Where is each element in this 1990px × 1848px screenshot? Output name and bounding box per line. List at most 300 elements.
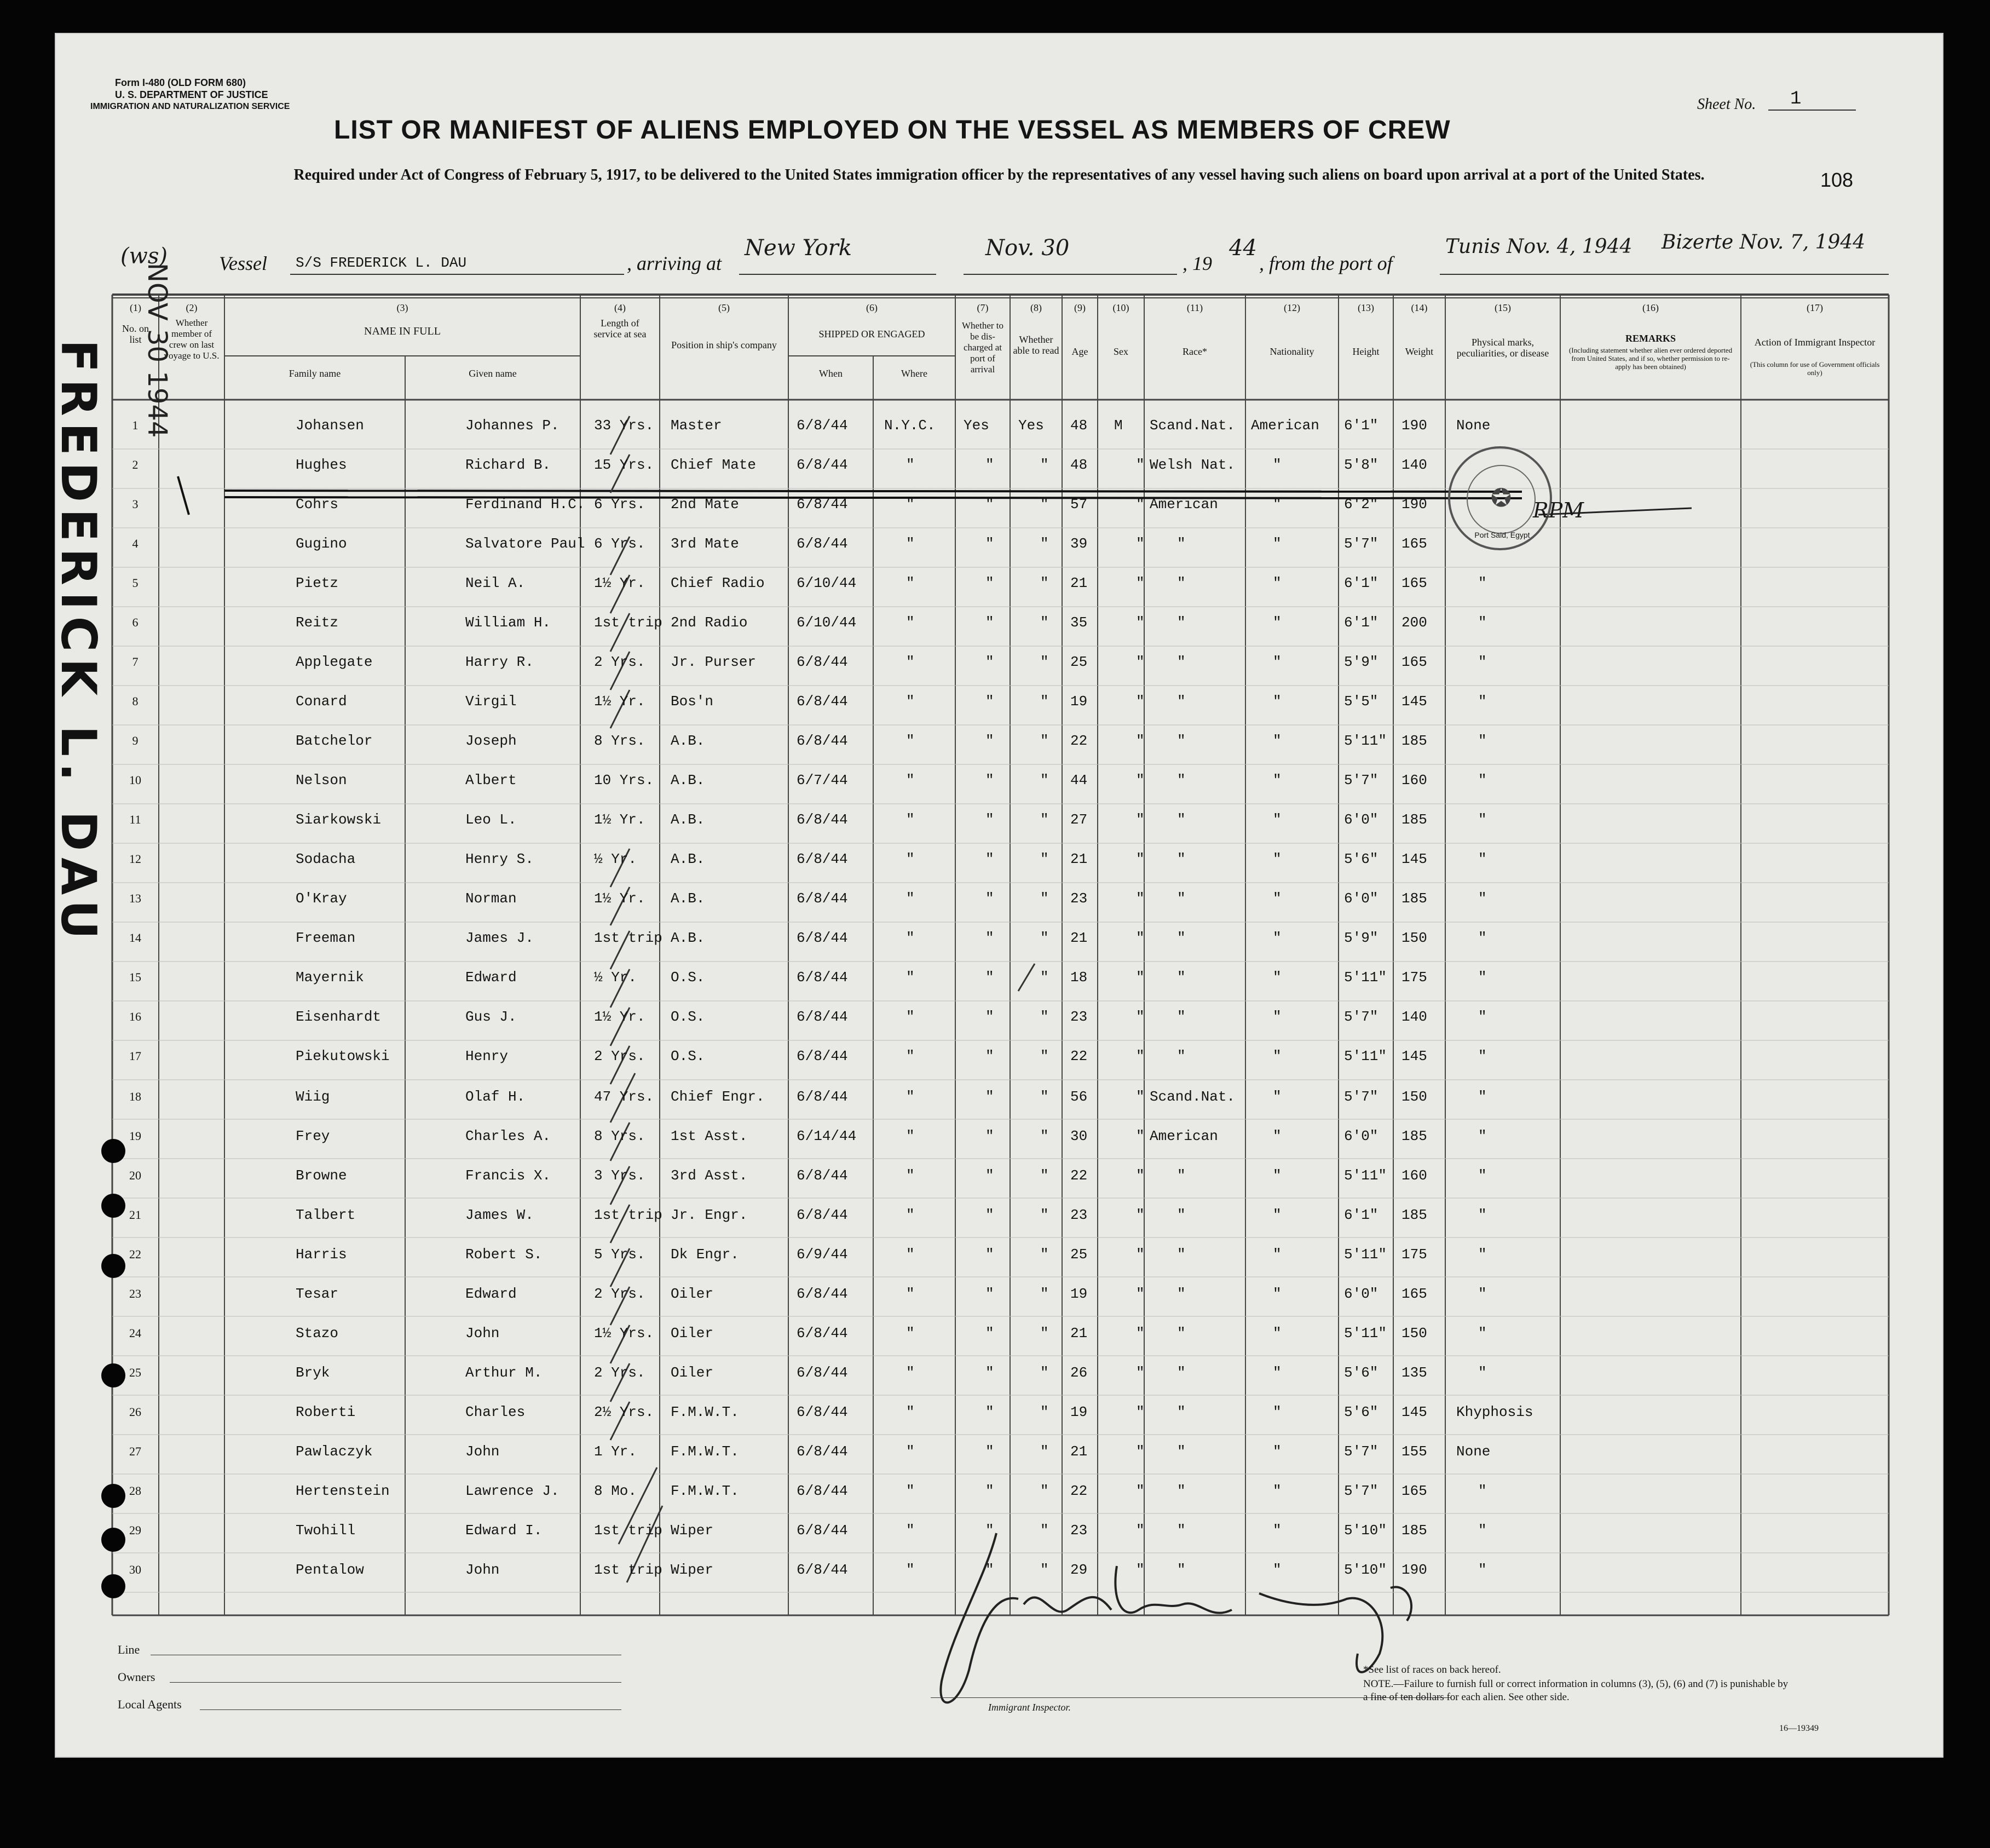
cell-family: Mayernik xyxy=(296,969,364,986)
cell-family: Browne xyxy=(296,1167,347,1184)
cell-sex: " xyxy=(1136,575,1145,591)
cell-nationality: " xyxy=(1273,614,1282,631)
cell-position: 3rd Asst. xyxy=(671,1167,748,1184)
cell-where: " xyxy=(906,1167,915,1184)
row-number: 20 xyxy=(129,1168,141,1182)
cell-sex: " xyxy=(1136,1089,1145,1105)
cell-age: 23 xyxy=(1070,890,1088,907)
cell-height: 5'11" xyxy=(1344,1048,1387,1064)
cell-weight: 190 xyxy=(1401,1562,1427,1578)
reference-number: 108 xyxy=(1820,169,1854,191)
cell-marks: " xyxy=(1478,1246,1487,1263)
cell-marks: None xyxy=(1456,1443,1491,1460)
cell-marks: " xyxy=(1478,1483,1487,1499)
cell-read: " xyxy=(1040,457,1049,473)
cell-position: Oiler xyxy=(671,1325,714,1342)
row-number: 27 xyxy=(129,1444,141,1458)
cell-read: " xyxy=(1040,930,1049,946)
cell-sex: " xyxy=(1136,930,1145,946)
cell-sex: " xyxy=(1136,693,1145,710)
cell-discharged: " xyxy=(985,457,994,473)
cell-marks: Khyphosis xyxy=(1456,1404,1533,1420)
cell-service: 1½ Yr. xyxy=(594,575,645,591)
cell-age: 21 xyxy=(1070,1443,1088,1460)
cell-position: Chief Radio xyxy=(671,575,765,591)
cell-family: Nelson xyxy=(296,772,347,788)
row-number: 4 xyxy=(132,537,139,550)
cell-height: 5'9" xyxy=(1344,930,1378,946)
cell-height: 5'10" xyxy=(1344,1522,1387,1539)
cell-weight: 165 xyxy=(1401,536,1427,552)
cell-position: F.M.W.T. xyxy=(671,1404,739,1420)
cell-read: " xyxy=(1040,1048,1049,1064)
cell-where: " xyxy=(906,890,915,907)
colhead-race: Race* xyxy=(1183,346,1207,357)
colhead-age: Age xyxy=(1071,346,1088,357)
cell-discharged: " xyxy=(985,1009,994,1025)
cell-when: 6/8/44 xyxy=(797,733,848,749)
cell-sex: " xyxy=(1136,1404,1145,1420)
cell-marks: " xyxy=(1478,1167,1487,1184)
colnum-10: (10) xyxy=(1112,302,1129,313)
cell-height: 6'0" xyxy=(1344,1286,1378,1302)
cell-service: ½ Yr. xyxy=(594,851,637,867)
cell-read: " xyxy=(1040,851,1049,867)
cell-family: O'Kray xyxy=(296,890,347,907)
cell-service: 8 Mo. xyxy=(594,1483,637,1499)
colhead-name-in-full: NAME IN FULL xyxy=(364,325,441,337)
cell-weight: 185 xyxy=(1401,890,1427,907)
cell-family: Johansen xyxy=(296,417,364,434)
binder-hole xyxy=(101,1574,125,1598)
row-number: 7 xyxy=(132,655,139,669)
cell-race: " xyxy=(1177,733,1186,749)
cell-where: " xyxy=(906,575,915,591)
cell-position: A.B. xyxy=(671,890,705,907)
colnum-15: (15) xyxy=(1495,302,1511,313)
cell-nationality: " xyxy=(1273,575,1282,591)
cell-position: A.B. xyxy=(671,811,705,828)
cell-weight: 165 xyxy=(1401,575,1427,591)
fine-note: NOTE.—Failure to furnish full or correct information in columns (3), (5), (6) and (7) is punishable by a fine of ten dollars for each alien. See other side. xyxy=(1363,1678,1789,1703)
cell-race: " xyxy=(1177,1443,1186,1460)
cell-read: " xyxy=(1040,1089,1049,1105)
binder-hole xyxy=(101,1254,125,1278)
cell-sex: " xyxy=(1136,1167,1145,1184)
cell-discharged: " xyxy=(985,1089,994,1105)
cell-race: " xyxy=(1177,693,1186,710)
cell-nationality: " xyxy=(1273,1325,1282,1342)
cell-position: Wiper xyxy=(671,1562,714,1578)
cell-discharged: " xyxy=(985,1286,994,1302)
cell-marks: " xyxy=(1478,693,1487,710)
row-number: 23 xyxy=(129,1287,141,1300)
cell-nationality: " xyxy=(1273,1522,1282,1539)
cell-marks: " xyxy=(1478,1365,1487,1381)
cell-read: " xyxy=(1040,969,1049,986)
cell-age: 44 xyxy=(1070,772,1088,788)
cell-given: John xyxy=(465,1325,500,1342)
cell-family: Applegate xyxy=(296,654,373,670)
cell-race: " xyxy=(1177,1009,1186,1025)
vessel-prefix-hand: (ws) xyxy=(120,244,168,269)
cell-height: 6'0" xyxy=(1344,1128,1378,1144)
cell-position: Oiler xyxy=(671,1286,714,1302)
cell-discharged: " xyxy=(985,1443,994,1460)
row-number: 11 xyxy=(129,813,141,826)
cell-family: Stazo xyxy=(296,1325,339,1342)
colnum-5: (5) xyxy=(718,302,730,313)
cell-when: 6/8/44 xyxy=(797,1089,848,1105)
colhead-length-of-service: Length of service at sea xyxy=(593,318,647,339)
cell-nationality: " xyxy=(1273,457,1282,473)
cell-weight: 160 xyxy=(1401,1167,1427,1184)
cell-race: " xyxy=(1177,890,1186,907)
cell-family: Conard xyxy=(296,693,347,710)
cell-race: " xyxy=(1177,575,1186,591)
cell-family: Harris xyxy=(296,1246,347,1263)
cell-where: " xyxy=(906,811,915,828)
cell-service: 8 Yrs. xyxy=(594,733,645,749)
cell-race: " xyxy=(1177,772,1186,788)
cell-service: 1st trip xyxy=(594,1562,662,1578)
cell-age: 25 xyxy=(1070,654,1088,670)
cell-given: Johannes P. xyxy=(465,417,559,434)
colhead-physical-marks: Physical marks, peculiarities, or disease xyxy=(1456,337,1549,359)
cell-marks: " xyxy=(1478,1009,1487,1025)
cell-read: " xyxy=(1040,811,1049,828)
print-code: 16—19349 xyxy=(1779,1724,1819,1733)
cell-sex: " xyxy=(1136,1128,1145,1144)
cell-marks: " xyxy=(1478,1207,1487,1223)
row-number: 12 xyxy=(129,852,141,866)
inspector-signature xyxy=(974,1566,1222,1594)
cell-age: 35 xyxy=(1070,614,1088,631)
cell-nationality: " xyxy=(1273,1089,1282,1105)
cell-read: " xyxy=(1040,1009,1049,1025)
colhead-when: When xyxy=(819,368,843,379)
cell-race: American xyxy=(1150,496,1218,513)
sheet-number: 1 xyxy=(1790,89,1802,110)
cell-race: " xyxy=(1177,1365,1186,1381)
cell-discharged: " xyxy=(985,1483,994,1499)
cell-height: 5'11" xyxy=(1344,733,1387,749)
cell-nationality: " xyxy=(1273,654,1282,670)
inspector-label: Immigrant Inspector. xyxy=(988,1702,1071,1713)
cell-sex: " xyxy=(1136,1562,1145,1578)
cell-family: Twohill xyxy=(296,1522,356,1539)
cell-given: Gus J. xyxy=(465,1009,517,1025)
cell-when: 6/8/44 xyxy=(797,417,848,434)
cell-given: Francis X. xyxy=(465,1167,551,1184)
cell-discharged: " xyxy=(985,1167,994,1184)
cell-when: 6/8/44 xyxy=(797,811,848,828)
row-number: 2 xyxy=(132,458,139,471)
cell-position: O.S. xyxy=(671,1048,705,1064)
vessel-label: Vessel xyxy=(219,252,267,274)
cell-nationality: " xyxy=(1273,1246,1282,1263)
cell-sex: " xyxy=(1136,733,1145,749)
colnum-7: (7) xyxy=(977,302,989,313)
footer-agents-label: Local Agents xyxy=(118,1697,182,1711)
cell-position: 2nd Mate xyxy=(671,496,739,513)
cell-family: Roberti xyxy=(296,1404,356,1420)
colhead-shipped-engaged: SHIPPED OR ENGAGED xyxy=(818,329,925,339)
row-number: 22 xyxy=(129,1247,141,1261)
cell-nationality: " xyxy=(1273,930,1282,946)
cell-age: 57 xyxy=(1070,496,1088,513)
cell-race: " xyxy=(1177,1048,1186,1064)
cell-race: " xyxy=(1177,654,1186,670)
cell-service: 1st trip xyxy=(594,1207,662,1223)
cell-position: A.B. xyxy=(671,851,705,867)
cell-marks: " xyxy=(1478,1128,1487,1144)
colhead-height: Height xyxy=(1352,346,1380,357)
cell-when: 6/8/44 xyxy=(797,1404,848,1420)
cell-where: " xyxy=(906,1404,915,1420)
cell-weight: 185 xyxy=(1401,1128,1427,1144)
cell-nationality: " xyxy=(1273,1167,1282,1184)
cell-service: 8 Yrs. xyxy=(594,1128,645,1144)
colhead-position: Position in ship's company xyxy=(671,339,777,350)
cell-when: 6/8/44 xyxy=(797,1048,848,1064)
cell-where: " xyxy=(906,1365,915,1381)
cell-family: Piekutowski xyxy=(296,1048,390,1064)
row-number: 1 xyxy=(132,418,139,432)
cell-family: Bryk xyxy=(296,1365,330,1381)
binder-hole xyxy=(101,1139,125,1163)
cell-position: O.S. xyxy=(671,969,705,986)
cell-given: William H. xyxy=(465,614,551,631)
cell-nationality: " xyxy=(1273,811,1282,828)
colhead-nationality: Nationality xyxy=(1270,346,1314,357)
cell-given: Norman xyxy=(465,890,517,907)
colnum-16: (16) xyxy=(1642,302,1659,313)
cell-sex: " xyxy=(1136,811,1145,828)
cell-position: Bos'n xyxy=(671,693,714,710)
cell-family: Sodacha xyxy=(296,851,356,867)
cell-discharged: " xyxy=(985,536,994,552)
cell-where: " xyxy=(906,693,915,710)
colhead-discharged: Whether to be dis-charged at port of arrival xyxy=(962,320,1003,375)
stamp-text: Port Said, Egypt xyxy=(1474,531,1530,539)
cell-height: 5'11" xyxy=(1344,969,1387,986)
cell-discharged: " xyxy=(985,693,994,710)
cell-when: 6/8/44 xyxy=(797,1443,848,1460)
cell-given: Charles xyxy=(465,1404,526,1420)
cell-where: " xyxy=(906,1009,915,1025)
cell-age: 48 xyxy=(1070,457,1088,473)
cell-when: 6/8/44 xyxy=(797,654,848,670)
cell-weight: 200 xyxy=(1401,614,1427,631)
footer-line-label: Line xyxy=(118,1643,140,1656)
cell-age: 23 xyxy=(1070,1009,1088,1025)
cell-where: " xyxy=(906,1325,915,1342)
cell-race: " xyxy=(1177,1286,1186,1302)
cell-given: Charles A. xyxy=(465,1128,551,1144)
cell-weight: 135 xyxy=(1401,1365,1427,1381)
row-number: 17 xyxy=(129,1049,141,1063)
cell-race: " xyxy=(1177,930,1186,946)
cell-race: " xyxy=(1177,1207,1186,1223)
cell-height: 5'7" xyxy=(1344,772,1378,788)
cell-read: " xyxy=(1040,614,1049,631)
cell-age: 22 xyxy=(1070,1167,1088,1184)
cell-where: " xyxy=(906,1128,915,1144)
colnum-11: (11) xyxy=(1186,302,1203,313)
cell-where: " xyxy=(906,1522,915,1539)
cell-age: 39 xyxy=(1070,536,1088,552)
cell-nationality: " xyxy=(1273,1009,1282,1025)
cell-weight: 145 xyxy=(1401,1048,1427,1064)
colhead-inspector-note: (This column for use of Government officials only) xyxy=(1750,360,1880,377)
cell-discharged: " xyxy=(985,1522,994,1539)
colhead-inspector-action: Action of Immigrant Inspector xyxy=(1754,337,1876,348)
cell-height: 5'6" xyxy=(1344,1365,1378,1381)
cell-service: 1½ Yr. xyxy=(594,890,645,907)
cell-family: Batchelor xyxy=(296,733,373,749)
row-number: 5 xyxy=(132,576,139,590)
cell-read: " xyxy=(1040,1128,1049,1144)
cell-weight: 150 xyxy=(1401,1089,1427,1105)
cell-race: " xyxy=(1177,1325,1186,1342)
cell-nationality: " xyxy=(1273,733,1282,749)
cell-marks: " xyxy=(1478,811,1487,828)
cell-marks: " xyxy=(1478,1048,1487,1064)
cell-discharged: " xyxy=(985,969,994,986)
colhead-given-name: Given name xyxy=(469,368,517,379)
cell-discharged: " xyxy=(985,614,994,631)
cell-age: 22 xyxy=(1070,733,1088,749)
agents-underline xyxy=(200,1709,621,1710)
cell-when: 6/8/44 xyxy=(797,1562,848,1578)
cell-when: 6/8/44 xyxy=(797,1325,848,1342)
cell-age: 48 xyxy=(1070,417,1088,434)
cell-where: " xyxy=(906,1207,915,1223)
cell-age: 21 xyxy=(1070,1325,1088,1342)
cell-service: 1st trip xyxy=(594,614,662,631)
cell-position: A.B. xyxy=(671,930,705,946)
cell-race: " xyxy=(1177,1562,1186,1578)
cell-service: 1½ Yr. xyxy=(594,811,645,828)
cell-discharged: " xyxy=(985,496,994,513)
cell-marks: " xyxy=(1478,1089,1487,1105)
cell-when: 6/8/44 xyxy=(797,1483,848,1499)
cell-service: 1½ Yr. xyxy=(594,693,645,710)
cell-age: 27 xyxy=(1070,811,1088,828)
cell-weight: 185 xyxy=(1401,733,1427,749)
cell-given: Edward xyxy=(465,969,517,986)
cell-service: 3 Yrs. xyxy=(594,1167,645,1184)
cell-service: 1 Yr. xyxy=(594,1443,637,1460)
arriving-date: Nov. 30 xyxy=(985,235,1070,261)
cell-age: 18 xyxy=(1070,969,1088,986)
cell-service: 2 Yrs. xyxy=(594,654,645,670)
colnum-8: (8) xyxy=(1030,302,1042,313)
cell-height: 5'7" xyxy=(1344,536,1378,552)
row-number: 16 xyxy=(129,1010,141,1023)
cell-sex: " xyxy=(1136,1365,1145,1381)
cell-weight: 155 xyxy=(1401,1443,1427,1460)
cell-where: " xyxy=(906,1089,915,1105)
binder-hole xyxy=(101,1528,125,1552)
cell-where: " xyxy=(906,1246,915,1263)
cell-read: " xyxy=(1040,496,1049,513)
cell-service: 6 Yrs. xyxy=(594,536,645,552)
cell-weight: 140 xyxy=(1401,1009,1427,1025)
footer-owners-label: Owners xyxy=(118,1670,155,1684)
cell-service: 47 Yrs. xyxy=(594,1089,654,1105)
cell-age: 26 xyxy=(1070,1365,1088,1381)
cell-weight: 145 xyxy=(1401,693,1427,710)
cell-position: Wiper xyxy=(671,1522,714,1539)
cell-age: 22 xyxy=(1070,1048,1088,1064)
cell-race: " xyxy=(1177,1167,1186,1184)
cell-sex: " xyxy=(1136,1325,1145,1342)
cell-discharged: " xyxy=(985,851,994,867)
colnum-14: (14) xyxy=(1411,302,1428,313)
cell-given: Richard B. xyxy=(465,457,551,473)
cell-service: 6 Yrs. xyxy=(594,496,645,513)
cell-weight: 150 xyxy=(1401,1325,1427,1342)
cell-height: 5'7" xyxy=(1344,1009,1378,1025)
cell-read: " xyxy=(1040,575,1049,591)
cell-nationality: " xyxy=(1273,1207,1282,1223)
cell-position: O.S. xyxy=(671,1009,705,1025)
cell-sex: " xyxy=(1136,457,1145,473)
cell-discharged: " xyxy=(985,1404,994,1420)
cell-age: 21 xyxy=(1070,930,1088,946)
cell-when: 6/9/44 xyxy=(797,1246,848,1263)
cell-height: 6'1" xyxy=(1344,575,1378,591)
cell-discharged: " xyxy=(985,930,994,946)
cell-marks: " xyxy=(1478,930,1487,946)
cell-given: Henry S. xyxy=(465,851,534,867)
cell-marks: " xyxy=(1478,1522,1487,1539)
cell-height: 6'0" xyxy=(1344,890,1378,907)
cell-nationality: " xyxy=(1273,1404,1282,1420)
cell-marks: None xyxy=(1456,417,1491,434)
arriving-port: New York xyxy=(745,235,852,261)
cell-family: Gugino xyxy=(296,536,347,552)
cell-given: Virgil xyxy=(465,693,517,710)
cell-height: 5'7" xyxy=(1344,1483,1378,1499)
cell-family: Pietz xyxy=(296,575,339,591)
service-line: IMMIGRATION AND NATURALIZATION SERVICE xyxy=(90,102,290,111)
cell-weight: 145 xyxy=(1401,1404,1427,1420)
cell-race: " xyxy=(1177,1404,1186,1420)
cell-given: Ferdinand H.C. xyxy=(465,496,585,513)
cell-when: 6/8/44 xyxy=(797,693,848,710)
colnum-2: (2) xyxy=(186,302,198,313)
binder-hole xyxy=(101,1194,125,1218)
cell-age: 23 xyxy=(1070,1522,1088,1539)
cell-age: 30 xyxy=(1070,1128,1088,1144)
rpm-initials: RPM xyxy=(1533,498,1584,522)
cell-race: " xyxy=(1177,851,1186,867)
cell-where: N.Y.C. xyxy=(884,417,936,434)
cell-height: 5'6" xyxy=(1344,1404,1378,1420)
cell-given: James W. xyxy=(465,1207,534,1223)
cell-given: Harry R. xyxy=(465,654,534,670)
row-number: 26 xyxy=(129,1405,141,1419)
cell-read: " xyxy=(1040,1246,1049,1263)
cell-age: 23 xyxy=(1070,1207,1088,1223)
cell-when: 6/8/44 xyxy=(797,1009,848,1025)
cell-nationality: " xyxy=(1273,1562,1282,1578)
binder-hole xyxy=(101,1484,125,1508)
row-number: 19 xyxy=(129,1129,141,1143)
